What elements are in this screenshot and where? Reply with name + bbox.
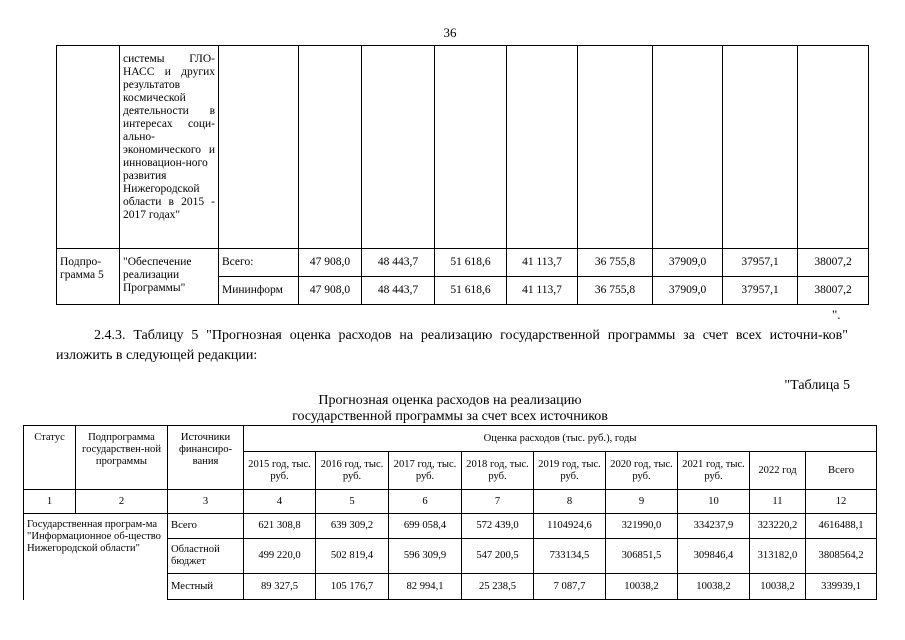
column-number: 4 bbox=[244, 490, 316, 514]
column-number: 3 bbox=[168, 490, 244, 514]
value-cell: 572 439,0 bbox=[462, 514, 534, 539]
value-cell: 1104924,6 bbox=[534, 514, 606, 539]
value-cell: 41 113,7 bbox=[507, 277, 578, 305]
column-number: 2 bbox=[76, 490, 168, 514]
year-header: 2017 год, тыс. руб. bbox=[389, 452, 462, 490]
column-number: 6 bbox=[389, 490, 462, 514]
table-reference: "Таблица 5 bbox=[784, 378, 850, 393]
column-number: 12 bbox=[806, 490, 877, 514]
column-number: 8 bbox=[534, 490, 606, 514]
year-header: 2020 год, тыс. руб. bbox=[606, 452, 678, 490]
funding-source: Всего: bbox=[219, 249, 299, 277]
value-cell: 25 238,5 bbox=[462, 574, 534, 600]
header-subprogram: Подпрограмма государствен-ной программы bbox=[76, 426, 168, 490]
program-status: Государственная програм-ма "Информационное об-щество Нижегородской области" bbox=[24, 514, 168, 600]
year-header: 2016 год, тыс. руб. bbox=[316, 452, 389, 490]
value-cell: 10038,2 bbox=[750, 574, 806, 600]
value-cell: 10038,2 bbox=[678, 574, 750, 600]
value-cell: 48 443,7 bbox=[362, 277, 435, 305]
body-paragraph: 2.4.3. Таблицу 5 "Прогнозная оценка расходов на реализацию государственной программы за счет всех источни-ков" изложить в следующей редакции: bbox=[56, 328, 848, 363]
header-status: Статус bbox=[24, 426, 76, 490]
value-cell: 733134,5 bbox=[534, 539, 606, 574]
value-cell: 639 309,2 bbox=[316, 514, 389, 539]
funding-source: Мининформ bbox=[219, 277, 299, 305]
column-number-row bbox=[24, 490, 877, 514]
value-cell: 36 755,8 bbox=[578, 277, 653, 305]
header-estimate: Оценка расходов (тыс. руб.), годы bbox=[244, 426, 877, 452]
column-number: 10 bbox=[678, 490, 750, 514]
program-table-continuation bbox=[56, 45, 869, 305]
value-cell: 339939,1 bbox=[806, 574, 877, 600]
value-cell: 306851,5 bbox=[606, 539, 678, 574]
value-cell: 7 087,7 bbox=[534, 574, 606, 600]
value-cell: 323220,2 bbox=[750, 514, 806, 539]
page-number: 36 bbox=[443, 25, 457, 40]
table-row bbox=[24, 514, 877, 539]
value-cell: 37957,1 bbox=[723, 277, 798, 305]
value-cell: 89 327,5 bbox=[244, 574, 316, 600]
column-number: 5 bbox=[316, 490, 389, 514]
funding-source: Местный bbox=[168, 574, 244, 600]
table-caption-line2: государственной программы за счет всех источников bbox=[292, 409, 608, 424]
value-cell: 37909,0 bbox=[653, 249, 723, 277]
value-cell: 499 220,0 bbox=[244, 539, 316, 574]
column-number: 11 bbox=[750, 490, 806, 514]
value-cell: 38007,2 bbox=[798, 249, 869, 277]
value-cell: 82 994,1 bbox=[389, 574, 462, 600]
value-cell: 37957,1 bbox=[723, 249, 798, 277]
value-cell: 10038,2 bbox=[606, 574, 678, 600]
year-header: 2018 год, тыс. руб. bbox=[462, 452, 534, 490]
header-sources: Источники финансиро-вания bbox=[168, 426, 244, 490]
value-cell: 38007,2 bbox=[798, 277, 869, 305]
year-header: 2019 год, тыс. руб. bbox=[534, 452, 606, 490]
status-cell bbox=[57, 46, 120, 249]
column-number: 9 bbox=[606, 490, 678, 514]
value-cell: 47 908,0 bbox=[299, 277, 362, 305]
value-cell: 699 058,4 bbox=[389, 514, 462, 539]
value-cell: 4616488,1 bbox=[806, 514, 877, 539]
column-number: 7 bbox=[462, 490, 534, 514]
value-cell: 105 176,7 bbox=[316, 574, 389, 600]
value-cell: 621 308,8 bbox=[244, 514, 316, 539]
forecast-table bbox=[23, 425, 877, 600]
year-header: 2022 год bbox=[750, 452, 806, 490]
table-row bbox=[57, 249, 869, 277]
value-cell: 502 819,4 bbox=[316, 539, 389, 574]
value-cell: 309846,4 bbox=[678, 539, 750, 574]
value-cell: 47 908,0 bbox=[299, 249, 362, 277]
table-row bbox=[57, 46, 869, 249]
value-cell: 51 618,6 bbox=[435, 249, 507, 277]
year-header: 2015 год, тыс. руб. bbox=[244, 452, 316, 490]
value-cell: 547 200,5 bbox=[462, 539, 534, 574]
value-cell: 36 755,8 bbox=[578, 249, 653, 277]
value-cell: 596 309,9 bbox=[389, 539, 462, 574]
value-cell: 313182,0 bbox=[750, 539, 806, 574]
value-cell: 51 618,6 bbox=[435, 277, 507, 305]
closing-quote: ". bbox=[832, 307, 841, 322]
subprogram-name: "Обеспечение реализации Программы" bbox=[120, 249, 219, 305]
status-cell: Подпро-грамма 5 bbox=[57, 249, 120, 305]
value-cell: 334237,9 bbox=[678, 514, 750, 539]
value-cell: 37909,0 bbox=[653, 277, 723, 305]
year-header: Всего bbox=[806, 452, 877, 490]
table-caption-line1: Прогнозная оценка расходов на реализацию bbox=[318, 393, 582, 408]
header-row bbox=[24, 426, 877, 452]
value-cell: 321990,0 bbox=[606, 514, 678, 539]
value-cell: 3808564,2 bbox=[806, 539, 877, 574]
column-number: 1 bbox=[24, 490, 76, 514]
funding-source: Областной бюджет bbox=[168, 539, 244, 574]
year-header: 2021 год, тыс. руб. bbox=[678, 452, 750, 490]
value-cell: 41 113,7 bbox=[507, 249, 578, 277]
value-cell: 48 443,7 bbox=[362, 249, 435, 277]
funding-source: Всего bbox=[168, 514, 244, 539]
subprogram-description: системы ГЛО-НАСС и других результатов космической деятельности в интересах соци-ально-экономического и инновацион-ного развития Нижегородской области в 2015 - 2017 годах" bbox=[120, 46, 219, 249]
